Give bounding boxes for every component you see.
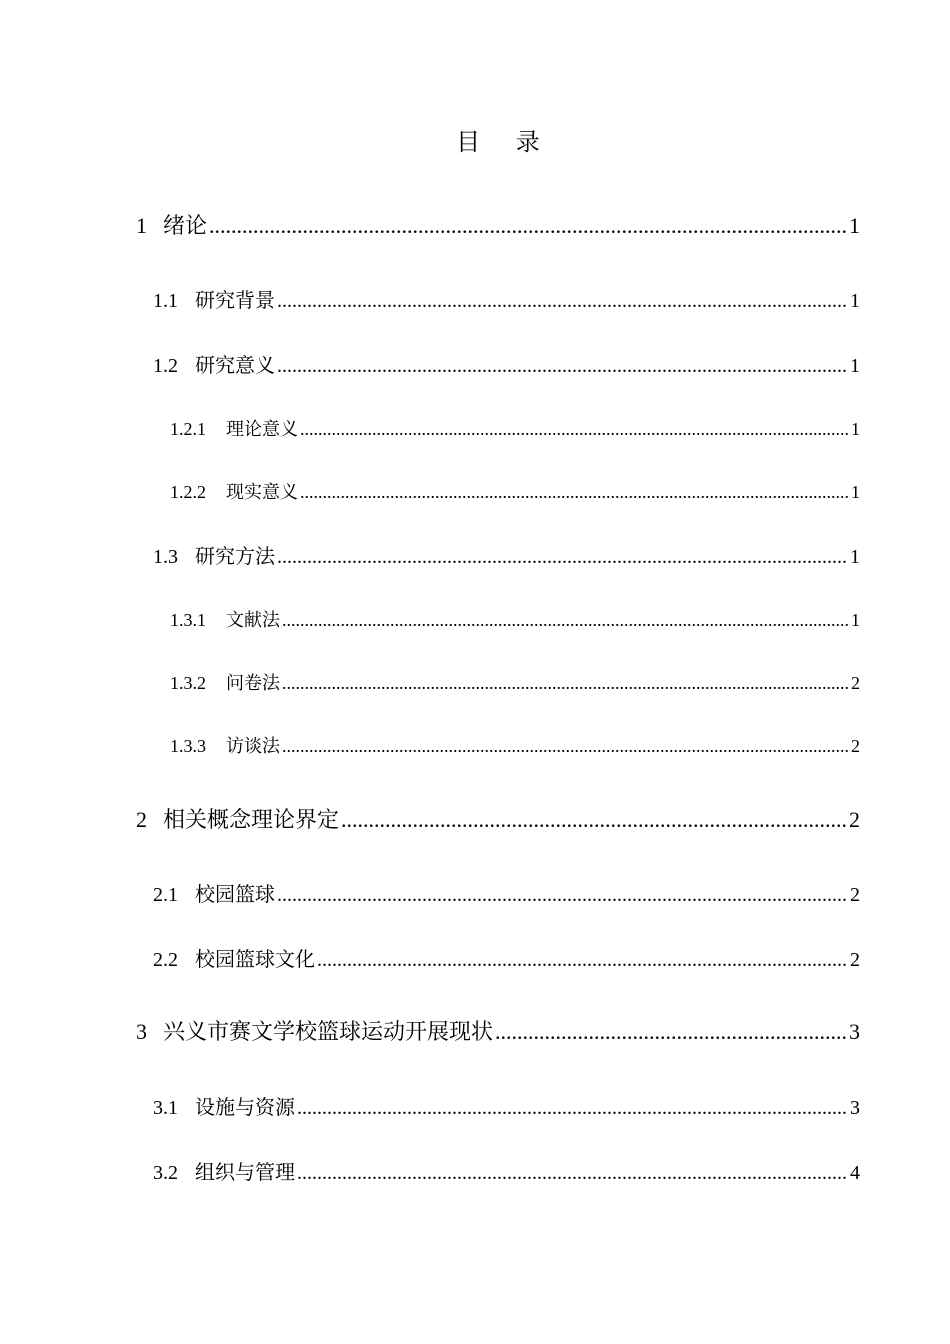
toc-entry-page: 2 xyxy=(850,949,860,971)
toc-entry-number: 2.1 xyxy=(153,884,178,906)
toc-entry-number: 2 xyxy=(136,807,147,832)
toc-entry-number: 3 xyxy=(136,1019,147,1044)
toc-entry-number: 1.3 xyxy=(153,546,178,568)
toc-entry-label: 现实意义 xyxy=(226,482,298,503)
toc-entry-label: 组织与管理 xyxy=(195,1160,295,1184)
dot-leader xyxy=(300,479,849,505)
toc-entry-1-3-3[interactable] xyxy=(170,733,860,759)
toc-entry-label: 设施与资源 xyxy=(195,1095,295,1119)
toc-entry-label: 研究方法 xyxy=(195,544,275,568)
dot-leader xyxy=(495,1017,847,1047)
toc-entry-page: 2 xyxy=(851,673,860,693)
toc-entry-page: 3 xyxy=(849,1019,860,1044)
toc-entry-number: 1.2.1 xyxy=(170,419,206,439)
toc-entry-number: 3.2 xyxy=(153,1162,178,1184)
toc-entry-number: 1.3.3 xyxy=(170,736,206,756)
toc-entry-page: 1 xyxy=(851,419,860,439)
toc-entry-3[interactable] xyxy=(136,1017,860,1047)
toc-entry-page: 1 xyxy=(851,482,860,502)
toc-entry-number: 1.2.2 xyxy=(170,482,206,502)
toc-entry-1-3-2[interactable] xyxy=(170,670,860,696)
toc-entry-number: 1.3.1 xyxy=(170,610,206,630)
toc-entry-1-1[interactable] xyxy=(153,286,860,314)
dot-leader xyxy=(209,211,847,241)
toc-title: 目 录 xyxy=(456,128,554,156)
dot-leader xyxy=(300,416,849,442)
dot-leader xyxy=(277,352,848,380)
toc-entry-2[interactable] xyxy=(136,805,860,835)
toc-entry-label: 相关概念理论界定 xyxy=(163,808,340,833)
toc-entry-label: 校园篮球 xyxy=(195,882,275,906)
dot-leader xyxy=(282,733,849,759)
toc-entry-2-2[interactable] xyxy=(153,945,860,973)
toc-entry-3-2[interactable] xyxy=(153,1158,860,1186)
toc-entry-page: 4 xyxy=(850,1162,860,1184)
toc-entry-3-1[interactable] xyxy=(153,1093,860,1121)
toc-entry-page: 1 xyxy=(850,290,860,312)
toc-entry-label: 兴义市赛文学校篮球运动开展现状 xyxy=(163,1020,494,1045)
toc-entry-label: 问卷法 xyxy=(226,673,280,694)
toc-entry-2-1[interactable] xyxy=(153,880,860,908)
toc-entry-page: 1 xyxy=(849,213,860,238)
toc-entry-number: 1.1 xyxy=(153,290,178,312)
toc-entry-page: 3 xyxy=(850,1097,860,1119)
toc-entry-label: 文献法 xyxy=(226,610,280,631)
toc-entry-label: 访谈法 xyxy=(226,736,280,757)
toc-entry-label: 研究意义 xyxy=(195,353,275,377)
dot-leader xyxy=(317,946,848,974)
toc-entry-label: 理论意义 xyxy=(226,419,298,440)
toc-entry-number: 1 xyxy=(136,213,147,238)
toc-entry-label: 绪论 xyxy=(163,214,208,239)
toc-entry-page: 1 xyxy=(850,546,860,568)
toc-entry-page: 1 xyxy=(851,610,860,630)
dot-leader xyxy=(297,1159,848,1187)
toc-entry-page: 1 xyxy=(850,355,860,377)
toc-entry-page: 2 xyxy=(851,736,860,756)
toc-entry-1-3[interactable] xyxy=(153,542,860,570)
dot-leader xyxy=(277,881,848,909)
toc-entry-number: 3.1 xyxy=(153,1097,178,1119)
toc-entry-1-3-1[interactable] xyxy=(170,607,860,633)
toc-entry-1-2[interactable] xyxy=(153,351,860,379)
toc-entry-number: 1.2 xyxy=(153,355,178,377)
toc-entry-label: 研究背景 xyxy=(195,288,275,312)
dot-leader xyxy=(282,670,849,696)
toc-entry-1[interactable] xyxy=(136,211,860,241)
dot-leader xyxy=(277,543,848,571)
dot-leader xyxy=(282,607,849,633)
toc-entry-1-2-1[interactable] xyxy=(170,416,860,442)
toc-entry-number: 1.3.2 xyxy=(170,673,206,693)
dot-leader xyxy=(341,805,847,835)
toc-entry-number: 2.2 xyxy=(153,949,178,971)
toc-entry-1-2-2[interactable] xyxy=(170,479,860,505)
dot-leader xyxy=(277,287,848,315)
toc-entry-label: 校园篮球文化 xyxy=(195,947,315,971)
toc-entry-page: 2 xyxy=(850,884,860,906)
toc-entry-page: 2 xyxy=(849,807,860,832)
dot-leader xyxy=(297,1094,848,1122)
